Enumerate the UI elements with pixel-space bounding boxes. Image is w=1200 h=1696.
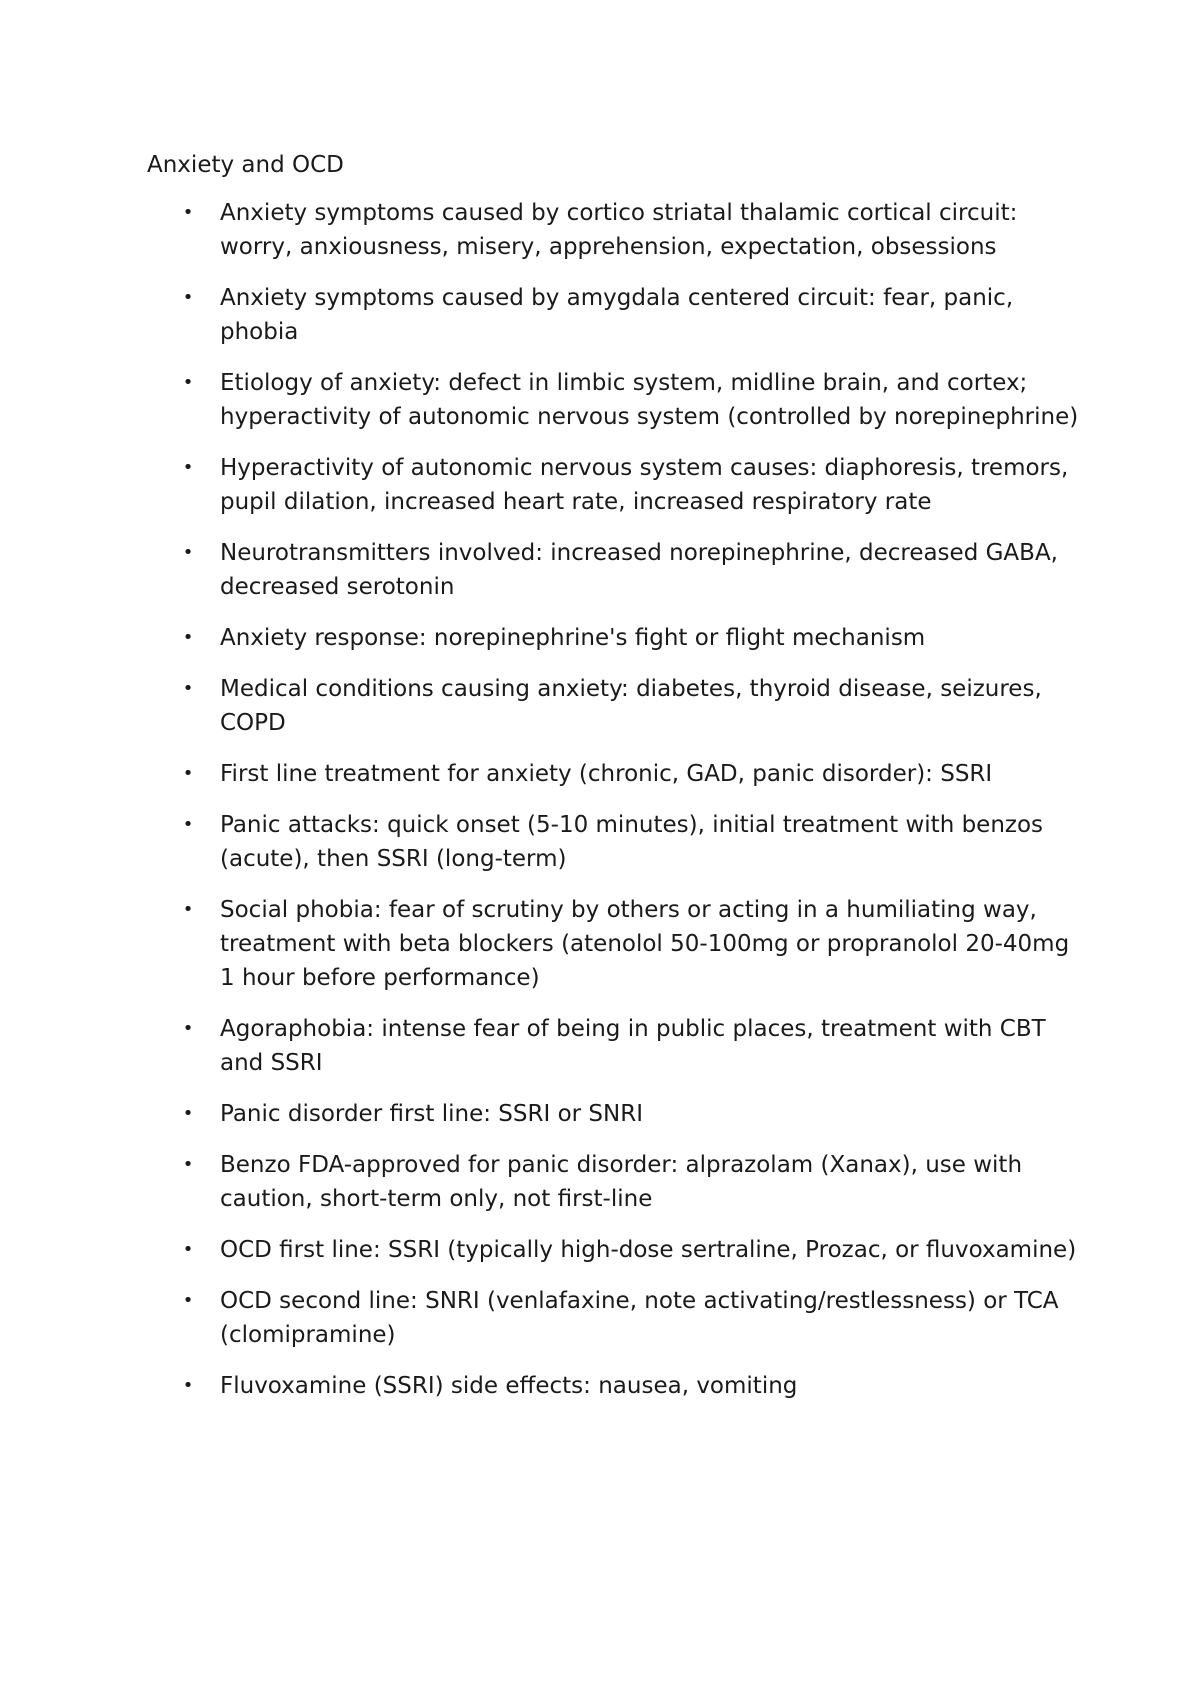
list-item-text: Etiology of anxiety: defect in limbic system, midline brain, and cortex; hyperactivity of autonomic nervous system (controlled by norepinephrine)	[220, 370, 1079, 430]
bullet-icon: •	[182, 287, 194, 308]
list-item	[147, 1233, 1087, 1267]
bullet-icon: •	[182, 457, 194, 478]
list-item	[147, 757, 1087, 791]
bullet-icon: •	[182, 542, 194, 563]
bullet-icon: •	[182, 1290, 194, 1311]
list-item	[147, 1097, 1087, 1131]
list-item	[147, 1369, 1087, 1403]
list-item-text: Neurotransmitters involved: increased norepinephrine, decreased GABA, decreased serotonin	[220, 540, 1058, 600]
list-item	[147, 1284, 1087, 1352]
list-item-text: First line treatment for anxiety (chronic, GAD, panic disorder): SSRI	[220, 761, 993, 787]
list-item-text: Panic attacks: quick onset (5-10 minutes), initial treatment with benzos (acute), then SSRI (long-term)	[220, 812, 1044, 872]
bullet-icon: •	[182, 372, 194, 393]
bullet-icon: •	[182, 763, 194, 784]
bullet-icon: •	[182, 814, 194, 835]
list-item	[147, 621, 1087, 655]
list-item-text: Fluvoxamine (SSRI) side effects: nausea, vomiting	[220, 1373, 798, 1399]
bullet-icon: •	[182, 1239, 194, 1260]
list-item	[147, 1012, 1087, 1080]
list-item-text: Panic disorder first line: SSRI or SNRI	[220, 1101, 643, 1127]
list-item	[147, 196, 1087, 264]
notes-list	[147, 196, 1087, 1420]
list-item-text: Anxiety response: norepinephrine's fight or flight mechanism	[220, 625, 926, 651]
bullet-icon: •	[182, 678, 194, 699]
list-item-text: Hyperactivity of autonomic nervous system causes: diaphoresis, tremors, pupil dilation, increased heart rate, increased respiratory rate	[220, 455, 1069, 515]
list-item-text: Agoraphobia: intense fear of being in public places, treatment with CBT and SSRI	[220, 1016, 1046, 1076]
list-item	[147, 672, 1087, 740]
bullet-icon: •	[182, 1375, 194, 1396]
list-item	[147, 536, 1087, 604]
bullet-icon: •	[182, 1103, 194, 1124]
list-item	[147, 1148, 1087, 1216]
list-item	[147, 808, 1087, 876]
list-item-text: Social phobia: fear of scrutiny by others or acting in a humiliating way, treatment with beta blockers (atenolol 50-100mg or propranolol 20-40mg 1 hour before performance)	[220, 897, 1070, 991]
bullet-icon: •	[182, 202, 194, 223]
list-item-text: Anxiety symptoms caused by amygdala centered circuit: fear, panic, phobia	[220, 285, 1014, 345]
bullet-icon: •	[182, 899, 194, 920]
bullet-icon: •	[182, 1018, 194, 1039]
list-item	[147, 366, 1087, 434]
list-item-text: OCD second line: SNRI (venlafaxine, note activating/restlessness) or TCA (clomipramine)	[220, 1288, 1059, 1348]
list-item-text: OCD first line: SSRI (typically high-dose sertraline, Prozac, or fluvoxamine)	[220, 1237, 1077, 1263]
list-item-text: Anxiety symptoms caused by cortico striatal thalamic cortical circuit: worry, anxiousness, misery, apprehension, expectation, obsessions	[220, 200, 1018, 260]
list-item-text: Medical conditions causing anxiety: diabetes, thyroid disease, seizures, COPD	[220, 676, 1042, 736]
bullet-icon: •	[182, 1154, 194, 1175]
list-item	[147, 451, 1087, 519]
list-item	[147, 893, 1087, 995]
document-title: Anxiety and OCD	[147, 152, 344, 178]
list-item	[147, 281, 1087, 349]
bullet-icon: •	[182, 627, 194, 648]
list-item-text: Benzo FDA-approved for panic disorder: alprazolam (Xanax), use with caution, short-term only, not first-line	[220, 1152, 1023, 1212]
